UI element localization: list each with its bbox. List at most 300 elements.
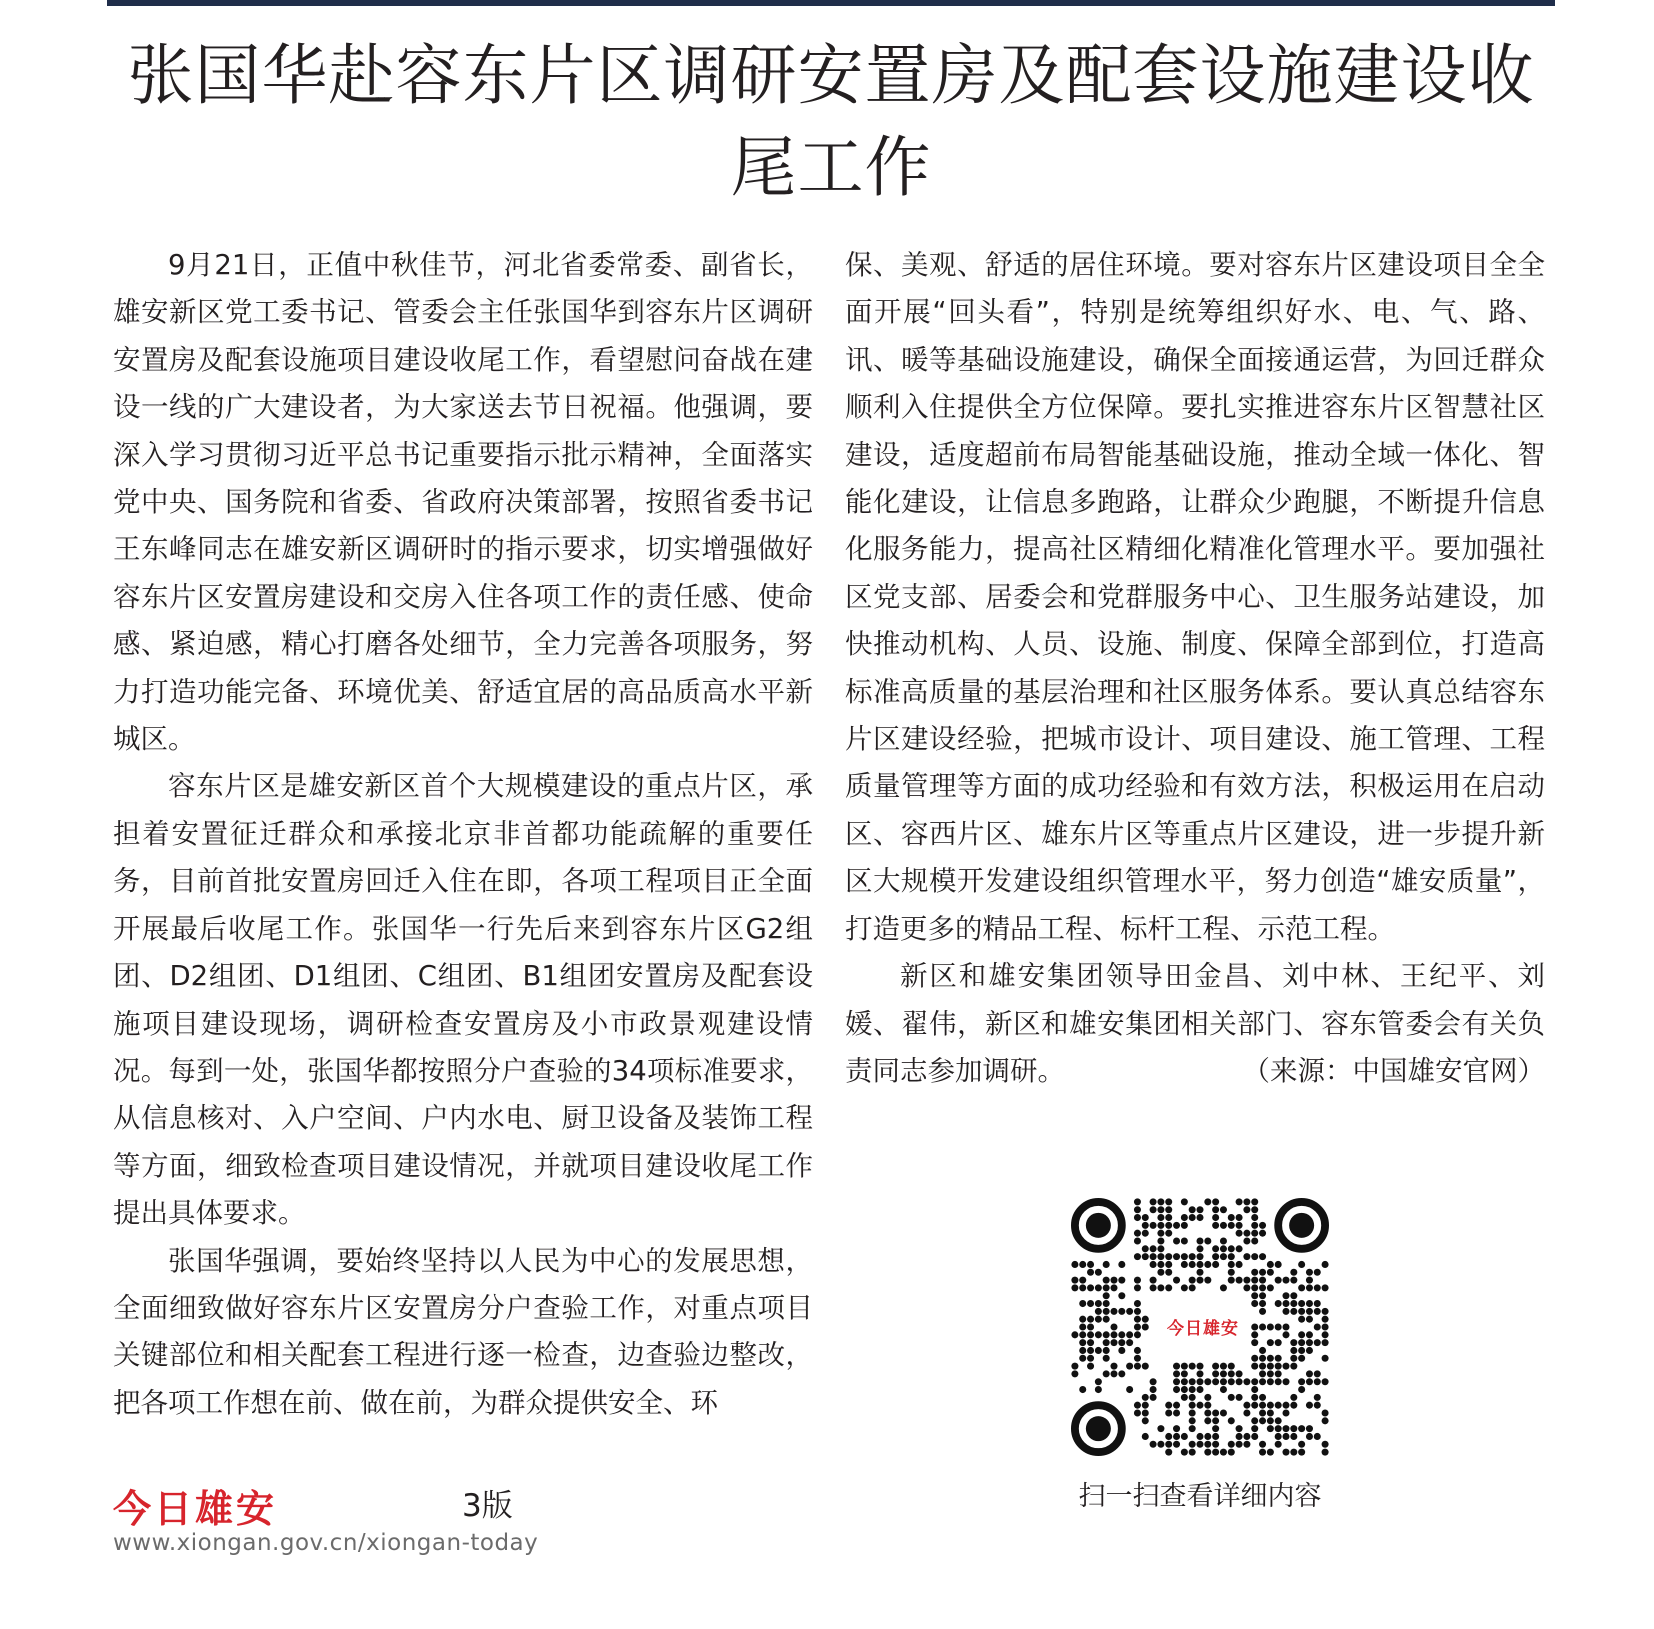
qr-module	[1259, 1378, 1266, 1385]
qr-module	[1259, 1284, 1266, 1291]
qr-module	[1181, 1284, 1188, 1291]
qr-module	[1173, 1425, 1180, 1432]
qr-module	[1103, 1370, 1110, 1377]
qr-module	[1314, 1339, 1321, 1346]
qr-module	[1196, 1277, 1203, 1284]
qr-module	[1290, 1347, 1297, 1354]
qr-module	[1196, 1370, 1203, 1377]
qr-code[interactable]	[1071, 1198, 1329, 1456]
qr-module	[1236, 1433, 1243, 1440]
qr-module	[1118, 1308, 1125, 1315]
qr-module	[1228, 1441, 1235, 1448]
qr-module	[1306, 1339, 1313, 1346]
qr-module	[1103, 1347, 1110, 1354]
qr-module	[1298, 1331, 1305, 1338]
qr-module	[1251, 1277, 1258, 1284]
qr-module	[1157, 1237, 1164, 1244]
qr-module	[1314, 1378, 1321, 1385]
qr-module	[1189, 1417, 1196, 1424]
qr-module	[1298, 1300, 1305, 1307]
qr-module	[1110, 1323, 1117, 1330]
qr-module	[1275, 1433, 1282, 1440]
qr-module	[1259, 1402, 1266, 1409]
qr-module	[1079, 1323, 1086, 1330]
qr-module	[1322, 1441, 1329, 1448]
qr-module	[1275, 1425, 1282, 1432]
qr-module	[1228, 1370, 1235, 1377]
qr-module	[1275, 1417, 1282, 1424]
qr-module	[1134, 1402, 1141, 1409]
qr-module	[1165, 1402, 1172, 1409]
qr-module	[1181, 1214, 1188, 1221]
qr-module	[1087, 1261, 1094, 1268]
qr-module	[1306, 1433, 1313, 1440]
qr-module	[1150, 1206, 1157, 1213]
qr-module	[1259, 1292, 1266, 1299]
qr-module	[1126, 1386, 1133, 1393]
qr-module	[1220, 1378, 1227, 1385]
qr-finder-dot	[1086, 1213, 1111, 1238]
qr-module	[1181, 1261, 1188, 1268]
qr-module	[1275, 1277, 1282, 1284]
qr-module	[1142, 1316, 1149, 1323]
qr-module	[1322, 1323, 1329, 1330]
qr-module	[1204, 1394, 1211, 1401]
qr-module	[1212, 1417, 1219, 1424]
qr-module	[1087, 1363, 1094, 1370]
qr-module	[1236, 1370, 1243, 1377]
qr-module	[1267, 1378, 1274, 1385]
qr-module	[1103, 1316, 1110, 1323]
qr-module	[1142, 1417, 1149, 1424]
qr-finder-dot	[1086, 1416, 1111, 1441]
qr-module	[1150, 1277, 1157, 1284]
qr-module	[1228, 1245, 1235, 1252]
qr-module	[1118, 1331, 1125, 1338]
qr-module	[1306, 1284, 1313, 1291]
qr-module	[1228, 1214, 1235, 1221]
qr-module	[1173, 1409, 1180, 1416]
qr-module	[1103, 1355, 1110, 1362]
qr-module	[1267, 1449, 1274, 1456]
qr-module	[1243, 1378, 1250, 1385]
qr-module	[1212, 1433, 1219, 1440]
qr-module	[1071, 1331, 1078, 1338]
qr-module	[1275, 1323, 1282, 1330]
qr-module	[1251, 1402, 1258, 1409]
qr-module	[1142, 1253, 1149, 1260]
qr-module	[1079, 1331, 1086, 1338]
qr-module	[1322, 1417, 1329, 1424]
qr-module	[1103, 1339, 1110, 1346]
qr-module	[1259, 1449, 1266, 1456]
qr-module	[1251, 1206, 1258, 1213]
qr-module	[1212, 1222, 1219, 1229]
qr-module	[1196, 1386, 1203, 1393]
qr-module	[1071, 1363, 1078, 1370]
qr-module	[1204, 1433, 1211, 1440]
qr-module	[1306, 1277, 1313, 1284]
qr-module	[1220, 1386, 1227, 1393]
qr-module	[1110, 1284, 1117, 1291]
qr-module	[1290, 1308, 1297, 1315]
qr-module	[1204, 1277, 1211, 1284]
qr-module	[1103, 1292, 1110, 1299]
qr-module	[1196, 1245, 1203, 1252]
qr-module	[1150, 1441, 1157, 1448]
qr-module	[1259, 1441, 1266, 1448]
qr-module	[1103, 1300, 1110, 1307]
qr-module	[1275, 1339, 1282, 1346]
qr-module	[1173, 1433, 1180, 1440]
qr-module	[1322, 1331, 1329, 1338]
qr-module	[1314, 1394, 1321, 1401]
qr-module	[1259, 1300, 1266, 1307]
qr-module	[1298, 1316, 1305, 1323]
qr-module	[1236, 1441, 1243, 1448]
qr-module	[1298, 1261, 1305, 1268]
qr-module	[1290, 1425, 1297, 1432]
qr-module	[1134, 1253, 1141, 1260]
qr-module	[1181, 1253, 1188, 1260]
qr-module	[1251, 1198, 1258, 1205]
qr-module	[1236, 1425, 1243, 1432]
qr-module	[1236, 1394, 1243, 1401]
qr-module	[1290, 1433, 1297, 1440]
qr-module	[1282, 1277, 1289, 1284]
qr-module	[1181, 1386, 1188, 1393]
qr-module	[1134, 1347, 1141, 1354]
qr-module	[1087, 1269, 1094, 1276]
qr-module	[1243, 1277, 1250, 1284]
qr-module	[1251, 1323, 1258, 1330]
qr-module	[1306, 1402, 1313, 1409]
qr-module	[1150, 1253, 1157, 1260]
qr-module	[1204, 1441, 1211, 1448]
qr-module	[1251, 1425, 1258, 1432]
qr-module	[1087, 1316, 1094, 1323]
qr-module	[1150, 1222, 1157, 1229]
qr-module	[1282, 1449, 1289, 1456]
qr-module	[1212, 1370, 1219, 1377]
qr-module	[1142, 1222, 1149, 1229]
qr-module	[1267, 1323, 1274, 1330]
qr-module	[1251, 1363, 1258, 1370]
qr-module	[1165, 1198, 1172, 1205]
qr-module	[1290, 1394, 1297, 1401]
qr-module	[1181, 1370, 1188, 1377]
qr-module	[1142, 1245, 1149, 1252]
qr-module	[1275, 1378, 1282, 1385]
qr-module	[1290, 1292, 1297, 1299]
qr-module	[1228, 1269, 1235, 1276]
qr-module	[1251, 1331, 1258, 1338]
qr-module	[1282, 1409, 1289, 1416]
qr-module	[1165, 1214, 1172, 1221]
qr-module	[1142, 1394, 1149, 1401]
qr-module	[1079, 1277, 1086, 1284]
qr-finder-dot	[1289, 1213, 1314, 1238]
qr-module	[1243, 1206, 1250, 1213]
qr-module	[1322, 1316, 1329, 1323]
qr-module	[1196, 1402, 1203, 1409]
paragraph: 保、美观、舒适的居住环境。要对容东片区建设项目全全面开展“回头看”，特别是统筹组织好水、电、气、路、讯、暖等基础设施建设，确保全面接通运营，为回迁群众顺利入住提供全方位保障。要扎实推进容东片区智慧社区建设，适度超前布局智能基础设施，推动全域一体化、智能化建设，让信息多跑路，让群众少跑腿，不断提升信息化服务能力，提高社区精细化精准化管理水平。要加强社区党支部、居委会和党群服务中心、卫生服务站建设，加快推动机构、人员、设施、制度、保障全部到位，打造高标准高质量的基层治理和社区服务体系。要认真总结容东片区建设经验，把城市设计、项目建设、施工管理、工程质量管理等方面的成功经验和有效方法，积极运用在启动区、容西片区、雄东片区等重点片区建设，进一步提升新区大规模开发建设组织管理水平，努力创造“雄安质量”，打造更多的精品工程、标杆工程、示范工程。	[845, 249, 1545, 945]
qr-module	[1196, 1433, 1203, 1440]
qr-module	[1259, 1363, 1266, 1370]
qr-module	[1142, 1323, 1149, 1330]
qr-module	[1134, 1277, 1141, 1284]
qr-module	[1267, 1284, 1274, 1291]
qr-module	[1228, 1394, 1235, 1401]
qr-module	[1118, 1370, 1125, 1377]
qr-module	[1220, 1237, 1227, 1244]
qr-module	[1259, 1308, 1266, 1315]
qr-module	[1126, 1339, 1133, 1346]
qr-module	[1282, 1425, 1289, 1432]
qr-module	[1079, 1284, 1086, 1291]
qr-module	[1142, 1402, 1149, 1409]
qr-module	[1306, 1331, 1313, 1338]
qr-module	[1095, 1300, 1102, 1307]
qr-module	[1275, 1402, 1282, 1409]
qr-module	[1220, 1363, 1227, 1370]
qr-module	[1306, 1370, 1313, 1377]
qr-module	[1196, 1214, 1203, 1221]
qr-module	[1204, 1261, 1211, 1268]
qr-module	[1275, 1300, 1282, 1307]
qr-module	[1243, 1237, 1250, 1244]
qr-module	[1142, 1363, 1149, 1370]
qr-module	[1157, 1284, 1164, 1291]
qr-module	[1236, 1198, 1243, 1205]
qr-module	[1243, 1409, 1250, 1416]
qr-module	[1103, 1277, 1110, 1284]
right-column	[845, 242, 1545, 1095]
qr-module	[1298, 1347, 1305, 1354]
qr-module	[1251, 1378, 1258, 1385]
qr-module	[1134, 1355, 1141, 1362]
qr-module	[1275, 1370, 1282, 1377]
qr-module	[1267, 1355, 1274, 1362]
qr-module	[1142, 1214, 1149, 1221]
qr-module	[1165, 1253, 1172, 1260]
qr-module	[1275, 1261, 1282, 1268]
qr-module	[1298, 1339, 1305, 1346]
paragraph: 张国华强调，要始终坚持以人民为中心的发展思想，全面细致做好容东片区安置房分户查验工作，对重点项目关键部位和相关配套工程进行逐一检查，边查验边整改，把各项工作想在前、做在前，为群众提供安全、环	[113, 1244, 813, 1419]
qr-module	[1095, 1316, 1102, 1323]
qr-module	[1212, 1214, 1219, 1221]
qr-module	[1087, 1355, 1094, 1362]
qr-module	[1103, 1308, 1110, 1315]
qr-module	[1118, 1347, 1125, 1354]
qr-module	[1251, 1230, 1258, 1237]
qr-module	[1314, 1402, 1321, 1409]
qr-module	[1212, 1253, 1219, 1260]
qr-module	[1110, 1331, 1117, 1338]
qr-module	[1110, 1308, 1117, 1315]
qr-module	[1243, 1433, 1250, 1440]
qr-module	[1134, 1230, 1141, 1237]
qr-module	[1282, 1308, 1289, 1315]
paragraph: 9月21日，正值中秋佳节，河北省委常委、副省长，雄安新区党工委书记、管委会主任张国华到容东片区调研安置房及配套设施项目建设收尾工作，看望慰问奋战在建设一线的广大建设者，为大家送去节日祝福。他强调，要深入学习贯彻习近平总书记重要指示批示精神，全面落实党中央、国务院和省委、省政府决策部署，按照省委书记王东峰同志在雄安新区调研时的指示要求，切实增强做好容东片区安置房建设和交房入住各项工作的责任感、使命感、紧迫感，精心打磨各处细节，全力完善各项服务，努力打造功能完备、环境优美、舒适宜居的高品质高水平新城区。	[113, 249, 813, 756]
qr-module	[1189, 1363, 1196, 1370]
qr-module	[1228, 1261, 1235, 1268]
qr-module	[1173, 1378, 1180, 1385]
qr-module	[1173, 1370, 1180, 1377]
qr-module	[1267, 1417, 1274, 1424]
qr-module	[1134, 1316, 1141, 1323]
qr-module	[1196, 1253, 1203, 1260]
qr-module	[1087, 1284, 1094, 1291]
qr-module	[1189, 1214, 1196, 1221]
qr-module	[1181, 1222, 1188, 1229]
qr-module	[1275, 1363, 1282, 1370]
qr-module	[1181, 1198, 1188, 1205]
qr-module	[1095, 1284, 1102, 1291]
qr-module	[1243, 1441, 1250, 1448]
qr-module	[1314, 1269, 1321, 1276]
qr-module	[1196, 1269, 1203, 1276]
qr-module	[1243, 1284, 1250, 1291]
qr-module	[1243, 1402, 1250, 1409]
qr-module	[1196, 1206, 1203, 1213]
qr-module	[1259, 1222, 1266, 1229]
qr-module	[1290, 1300, 1297, 1307]
qr-module	[1282, 1363, 1289, 1370]
qr-module	[1165, 1261, 1172, 1268]
qr-module	[1298, 1378, 1305, 1385]
qr-module	[1150, 1261, 1157, 1268]
qr-module	[1298, 1308, 1305, 1315]
qr-module	[1181, 1449, 1188, 1456]
qr-module	[1267, 1370, 1274, 1377]
qr-module	[1236, 1222, 1243, 1229]
qr-module	[1259, 1409, 1266, 1416]
qr-module	[1103, 1331, 1110, 1338]
qr-module	[1314, 1323, 1321, 1330]
qr-module	[1267, 1409, 1274, 1416]
qr-module	[1173, 1253, 1180, 1260]
qr-module	[1220, 1206, 1227, 1213]
qr-module	[1165, 1206, 1172, 1213]
qr-module	[1134, 1214, 1141, 1221]
qr-module	[1306, 1269, 1313, 1276]
qr-module	[1134, 1323, 1141, 1330]
qr-module	[1290, 1402, 1297, 1409]
qr-module	[1290, 1363, 1297, 1370]
qr-module	[1150, 1378, 1157, 1385]
qr-module	[1181, 1237, 1188, 1244]
qr-module	[1181, 1433, 1188, 1440]
qr-module	[1314, 1284, 1321, 1291]
qr-module	[1314, 1300, 1321, 1307]
qr-module	[1236, 1245, 1243, 1252]
qr-module	[1165, 1269, 1172, 1276]
qr-module	[1079, 1300, 1086, 1307]
qr-module	[1236, 1214, 1243, 1221]
qr-module	[1142, 1409, 1149, 1416]
qr-module	[1157, 1441, 1164, 1448]
qr-module	[1079, 1347, 1086, 1354]
qr-module	[1189, 1206, 1196, 1213]
qr-module	[1306, 1378, 1313, 1385]
qr-caption: 扫一扫查看详细内容	[1078, 1481, 1322, 1512]
qr-module	[1079, 1339, 1086, 1346]
qr-module	[1267, 1363, 1274, 1370]
qr-module	[1212, 1378, 1219, 1385]
qr-module	[1165, 1449, 1172, 1456]
qr-module	[1165, 1222, 1172, 1229]
qr-module	[1290, 1355, 1297, 1362]
qr-module	[1173, 1277, 1180, 1284]
qr-module	[1126, 1363, 1133, 1370]
qr-module	[1134, 1284, 1141, 1291]
qr-module	[1189, 1449, 1196, 1456]
qr-module	[1110, 1363, 1117, 1370]
qr-module	[1087, 1347, 1094, 1354]
qr-module	[1290, 1449, 1297, 1456]
qr-module	[1259, 1347, 1266, 1354]
qr-module	[1298, 1425, 1305, 1432]
qr-module	[1322, 1308, 1329, 1315]
qr-module	[1212, 1206, 1219, 1213]
qr-module	[1259, 1277, 1266, 1284]
qr-module	[1220, 1245, 1227, 1252]
qr-module	[1298, 1386, 1305, 1393]
qr-module	[1204, 1417, 1211, 1424]
qr-module	[1204, 1402, 1211, 1409]
qr-module	[1322, 1339, 1329, 1346]
qr-module	[1157, 1261, 1164, 1268]
qr-module	[1251, 1355, 1258, 1362]
qr-module	[1134, 1300, 1141, 1307]
qr-module	[1095, 1269, 1102, 1276]
qr-module	[1298, 1441, 1305, 1448]
qr-module	[1236, 1277, 1243, 1284]
qr-module	[1282, 1292, 1289, 1299]
qr-module	[1267, 1402, 1274, 1409]
qr-module	[1251, 1394, 1258, 1401]
qr-module	[1079, 1316, 1086, 1323]
qr-module	[1157, 1206, 1164, 1213]
qr-module	[1173, 1363, 1180, 1370]
qr-module	[1087, 1331, 1094, 1338]
qr-module	[1306, 1308, 1313, 1315]
qr-module	[1236, 1378, 1243, 1385]
qr-module	[1243, 1198, 1250, 1205]
qr-module	[1150, 1394, 1157, 1401]
qr-module	[1095, 1331, 1102, 1338]
qr-module	[1150, 1198, 1157, 1205]
qr-module	[1196, 1441, 1203, 1448]
qr-module	[1134, 1331, 1141, 1338]
brand-logo: 今日雄安	[113, 1486, 278, 1531]
qr-module	[1220, 1253, 1227, 1260]
qr-module	[1212, 1261, 1219, 1268]
page-number: 3版	[462, 1488, 513, 1524]
qr-module	[1267, 1269, 1274, 1276]
qr-module	[1118, 1292, 1125, 1299]
qr-module	[1079, 1261, 1086, 1268]
qr-module	[1087, 1339, 1094, 1346]
qr-module	[1196, 1237, 1203, 1244]
qr-module	[1095, 1386, 1102, 1393]
qr-module	[1251, 1214, 1258, 1221]
qr-module	[1228, 1222, 1235, 1229]
qr-module	[1134, 1237, 1141, 1244]
site-url[interactable]: www.xiongan.gov.cn/xiongan-today	[113, 1530, 539, 1556]
qr-module	[1110, 1277, 1117, 1284]
